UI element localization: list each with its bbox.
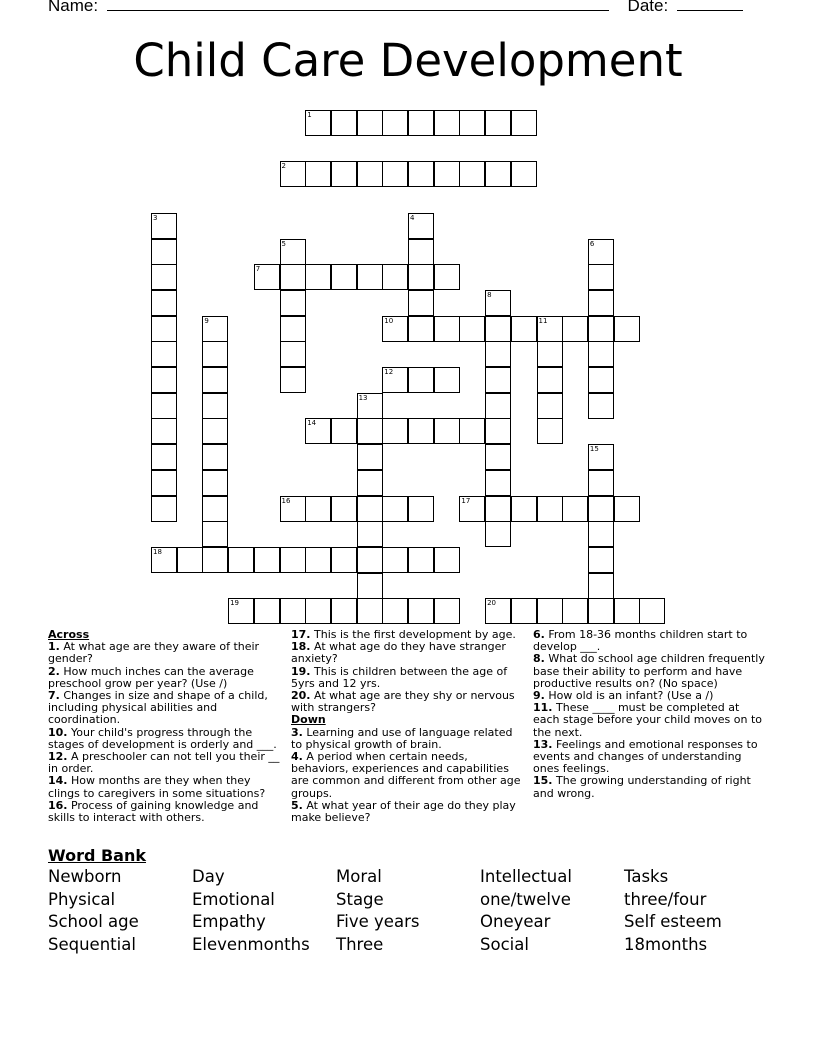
- grid-cell[interactable]: [408, 213, 434, 239]
- grid-cell[interactable]: [588, 316, 614, 342]
- grid-cell[interactable]: [434, 161, 460, 187]
- clue-number: 20: [487, 599, 497, 608]
- grid-cell[interactable]: [485, 393, 511, 419]
- grid-cell[interactable]: [434, 264, 460, 290]
- grid-cell[interactable]: [331, 110, 357, 136]
- grid-cell[interactable]: [382, 161, 408, 187]
- clue-item: [533, 739, 769, 776]
- clue-item-number: 12.: [48, 750, 68, 764]
- grid-cell[interactable]: [151, 547, 177, 573]
- clue-item-number: 10.: [48, 725, 68, 739]
- down-clue-list: [291, 727, 523, 825]
- clue-item: [48, 751, 280, 775]
- grid-cell[interactable]: [511, 316, 537, 342]
- grid-cell[interactable]: [485, 470, 511, 496]
- grid-cell[interactable]: [408, 418, 434, 444]
- grid-cell[interactable]: [588, 367, 614, 393]
- down-clue-list-continued: [533, 629, 769, 800]
- clue-item-number: 5.: [291, 798, 303, 812]
- grid-cell[interactable]: [562, 316, 588, 342]
- grid-cell[interactable]: [485, 444, 511, 470]
- grid-cell[interactable]: [588, 239, 614, 265]
- grid-cell[interactable]: [357, 110, 383, 136]
- grid-cell[interactable]: [151, 470, 177, 496]
- grid-cell[interactable]: [614, 316, 640, 342]
- grid-cell[interactable]: [434, 598, 460, 624]
- grid-cell[interactable]: [382, 264, 408, 290]
- clue-item-number: 14.: [48, 774, 68, 788]
- grid-cell[interactable]: [408, 239, 434, 265]
- clue-item: [48, 800, 280, 824]
- clue-item-number: 6.: [533, 628, 545, 641]
- clues-column-3: [533, 629, 769, 800]
- clues-column-2: [291, 629, 523, 824]
- grid-cell[interactable]: [485, 341, 511, 367]
- grid-cell[interactable]: [485, 110, 511, 136]
- grid-cell[interactable]: [202, 393, 228, 419]
- grid-cell[interactable]: [280, 239, 306, 265]
- grid-cell[interactable]: [202, 470, 228, 496]
- grid-cell[interactable]: [280, 367, 306, 393]
- grid-cell[interactable]: [408, 547, 434, 573]
- clue-item-text: Learning and use of language related to physical growth of brain.: [291, 725, 513, 751]
- grid-cell[interactable]: [357, 393, 383, 419]
- clue-item-text: At what age are they shy or nervous with strangers?: [291, 689, 515, 715]
- grid-cell[interactable]: [151, 290, 177, 316]
- grid-cell[interactable]: [151, 213, 177, 239]
- grid-cell[interactable]: [588, 496, 614, 522]
- word-bank-entry: Tasks: [624, 867, 669, 886]
- grid-cell[interactable]: [202, 367, 228, 393]
- grid-cell[interactable]: [382, 598, 408, 624]
- grid-cell[interactable]: [511, 110, 537, 136]
- grid-cell[interactable]: [151, 496, 177, 522]
- grid-cell[interactable]: [459, 110, 485, 136]
- grid-cell[interactable]: [305, 264, 331, 290]
- grid-cell[interactable]: [588, 444, 614, 470]
- clue-item-text: What do school age children frequently base their ability to perform and have productive results on? (No space): [533, 652, 765, 690]
- clue-item: [291, 800, 523, 824]
- grid-cell[interactable]: [537, 598, 563, 624]
- grid-cell[interactable]: [151, 367, 177, 393]
- grid-cell[interactable]: [305, 496, 331, 522]
- grid-cell[interactable]: [331, 161, 357, 187]
- clue-item-text: At what age do they have stranger anxiety?: [291, 640, 506, 666]
- clue-item: [48, 666, 280, 690]
- grid-cell[interactable]: [151, 444, 177, 470]
- grid-cell[interactable]: [151, 264, 177, 290]
- clue-item: [533, 702, 769, 739]
- grid-cell[interactable]: [588, 547, 614, 573]
- clue-number: 10: [384, 316, 394, 325]
- clue-item-text: How old is an infant? (Use a /): [544, 689, 714, 703]
- grid-cell[interactable]: [434, 418, 460, 444]
- clue-item: [291, 641, 523, 665]
- clue-item-text: How much inches can the average preschool grow per year? (Use /): [48, 664, 254, 690]
- grid-cell[interactable]: [357, 470, 383, 496]
- grid-cell[interactable]: [459, 418, 485, 444]
- word-bank-entry: three/four: [624, 889, 707, 909]
- clue-number: 4: [410, 213, 415, 222]
- word-bank-entry: Day: [192, 867, 225, 886]
- grid-cell[interactable]: [331, 418, 357, 444]
- word-bank-entry: Empathy: [192, 912, 266, 932]
- grid-cell[interactable]: [485, 290, 511, 316]
- clue-item-text: A preschooler can not tell you their __ in order.: [48, 750, 280, 776]
- grid-cell[interactable]: [305, 418, 331, 444]
- word-bank-entry: 18months: [624, 935, 708, 955]
- word-bank-title: Word Bank: [48, 846, 147, 865]
- clue-item-number: 15.: [533, 774, 553, 788]
- clue-item-text: Process of gaining knowledge and skills to interact with others.: [48, 798, 259, 825]
- grid-cell[interactable]: [588, 341, 614, 367]
- word-bank-entry: Intellectual: [480, 867, 572, 886]
- clue-item-number: 3.: [291, 725, 303, 739]
- grid-cell[interactable]: [280, 264, 306, 290]
- grid-cell[interactable]: [357, 444, 383, 470]
- clue-number: 12: [384, 368, 394, 376]
- grid-cell[interactable]: [408, 110, 434, 136]
- grid-cell[interactable]: [357, 547, 383, 573]
- clue-item: [291, 727, 523, 751]
- grid-cell[interactable]: [408, 367, 434, 393]
- grid-cell[interactable]: [151, 239, 177, 265]
- grid-cell[interactable]: [382, 547, 408, 573]
- clue-item-text: Your child's progress through the stages of development is orderly and ___.: [48, 725, 277, 751]
- date-label: Date:: [627, 0, 669, 15]
- grid-cell[interactable]: [434, 316, 460, 342]
- grid-cell[interactable]: [382, 496, 408, 522]
- clue-item-text: These ____ must be completed at each stage before your child moves on to the next.: [533, 701, 762, 739]
- clue-item-number: 11.: [533, 701, 553, 715]
- clue-number: 13: [358, 393, 368, 402]
- grid-cell[interactable]: [202, 316, 228, 342]
- grid-cell[interactable]: [280, 598, 306, 624]
- grid-cell[interactable]: [408, 264, 434, 290]
- word-bank-column: [48, 866, 139, 957]
- clue-item: [48, 641, 280, 665]
- word-bank-entry: School age: [48, 912, 139, 932]
- grid-cell[interactable]: [408, 290, 434, 316]
- clue-item-number: 7.: [48, 689, 60, 703]
- grid-cell[interactable]: [202, 547, 228, 573]
- grid-cell[interactable]: [305, 161, 331, 187]
- grid-cell[interactable]: [228, 547, 254, 573]
- grid-cell[interactable]: [485, 521, 511, 547]
- grid-cell[interactable]: [614, 598, 640, 624]
- grid-cell[interactable]: [459, 496, 485, 522]
- grid-cell[interactable]: [562, 496, 588, 522]
- word-bank-entry: Moral: [336, 867, 382, 886]
- clue-number: 15: [589, 445, 599, 454]
- grid-cell[interactable]: [331, 598, 357, 624]
- clue-number: 1: [307, 111, 312, 119]
- word-bank-entry: one/twelve: [480, 889, 571, 909]
- grid-cell[interactable]: [305, 598, 331, 624]
- word-bank-entry: Sequential: [48, 935, 136, 955]
- clue-item-number: 4.: [291, 750, 303, 764]
- word-bank-entry: Elevenmonths: [192, 935, 310, 955]
- grid-cell[interactable]: [357, 573, 383, 599]
- grid-cell[interactable]: [357, 264, 383, 290]
- grid-cell[interactable]: [280, 161, 306, 187]
- grid-cell[interactable]: [254, 547, 280, 573]
- grid-cell[interactable]: [357, 598, 383, 624]
- grid-cell[interactable]: [588, 290, 614, 316]
- grid-cell[interactable]: [537, 393, 563, 419]
- clue-item-text: How months are they when they clings to caregivers in some situations?: [48, 774, 266, 800]
- grid-cell[interactable]: [459, 316, 485, 342]
- word-bank-entry: Oneyear: [480, 912, 551, 932]
- clue-item-text: This is children between the age of 5yrs and 12 yrs.: [291, 664, 508, 690]
- clue-item: [48, 727, 280, 751]
- clue-number: 5: [281, 239, 286, 248]
- grid-cell[interactable]: [537, 316, 563, 342]
- grid-cell[interactable]: [357, 496, 383, 522]
- clue-item-text: At what year of their age do they play make believe?: [291, 798, 516, 825]
- word-bank-entry: Stage: [336, 889, 384, 909]
- grid-cell[interactable]: [511, 598, 537, 624]
- word-bank-entry: Physical: [48, 889, 116, 909]
- grid-cell[interactable]: [408, 598, 434, 624]
- grid-cell[interactable]: [280, 496, 306, 522]
- word-bank-column: [192, 866, 310, 957]
- grid-cell[interactable]: [151, 316, 177, 342]
- clue-number: 9: [204, 316, 209, 325]
- grid-cell[interactable]: [357, 161, 383, 187]
- across-clue-list: [48, 641, 280, 824]
- clue-item-number: 16.: [48, 798, 68, 812]
- clue-item-number: 19.: [291, 664, 311, 678]
- grid-cell[interactable]: [485, 418, 511, 444]
- clue-item: [48, 690, 280, 727]
- page-title: Child Care Development: [133, 34, 683, 87]
- name-label: Name:: [48, 0, 99, 15]
- grid-cell[interactable]: [151, 418, 177, 444]
- clue-item-number: 13.: [533, 737, 553, 751]
- grid-cell[interactable]: [588, 470, 614, 496]
- grid-cell[interactable]: [485, 598, 511, 624]
- clue-number: 2: [281, 162, 286, 171]
- clue-number: 19: [230, 599, 240, 608]
- grid-cell[interactable]: [305, 110, 331, 136]
- clue-number: 17: [461, 496, 471, 505]
- grid-cell[interactable]: [434, 547, 460, 573]
- clue-item-number: 8.: [533, 652, 545, 666]
- clue-item-number: 2.: [48, 664, 60, 678]
- clue-item-number: 17.: [291, 628, 311, 641]
- grid-cell[interactable]: [537, 341, 563, 367]
- word-bank-entry: Emotional: [192, 889, 275, 909]
- grid-cell[interactable]: [280, 316, 306, 342]
- clue-number: 18: [153, 547, 162, 556]
- clue-item: [533, 653, 769, 690]
- grid-cell[interactable]: [588, 573, 614, 599]
- clue-item-text: This is the first development by age.: [310, 628, 516, 641]
- grid-cell[interactable]: [459, 161, 485, 187]
- clue-item-text: A period when certain needs, behaviors, experiences and capabilities are common and different from other age groups.: [291, 750, 521, 800]
- grid-cell[interactable]: [408, 161, 434, 187]
- clue-item-text: The growing understanding of right and wrong.: [533, 774, 751, 800]
- grid-cell[interactable]: [537, 367, 563, 393]
- clue-number: 7: [255, 265, 261, 274]
- grid-cell[interactable]: [511, 161, 537, 187]
- grid-cell[interactable]: [305, 547, 331, 573]
- clue-number: 14: [307, 419, 317, 428]
- grid-cell[interactable]: [588, 393, 614, 419]
- grid-cell[interactable]: [280, 341, 306, 367]
- grid-cell[interactable]: [254, 598, 280, 624]
- clues-column-1: [48, 629, 280, 824]
- word-bank-column: [336, 866, 419, 957]
- across-clue-list-continued: [291, 629, 523, 714]
- clue-item: [533, 775, 769, 799]
- grid-cell[interactable]: [331, 496, 357, 522]
- grid-cell[interactable]: [151, 341, 177, 367]
- word-bank-entry: Social: [480, 935, 529, 955]
- clue-item-text: Feelings and emotional responses to events and changes of understanding ones feelings.: [533, 737, 758, 776]
- grid-cell[interactable]: [485, 496, 511, 522]
- clue-item-number: 9.: [533, 689, 545, 703]
- grid-cell[interactable]: [537, 496, 563, 522]
- grid-cell[interactable]: [202, 496, 228, 522]
- grid-cell[interactable]: [485, 367, 511, 393]
- grid-cell[interactable]: [357, 521, 383, 547]
- word-bank-entry: Three: [336, 935, 384, 955]
- word-bank-entry: Five years: [336, 912, 420, 932]
- clue-number: 6: [589, 239, 595, 248]
- grid-cell[interactable]: [202, 521, 228, 547]
- grid-cell[interactable]: [202, 444, 228, 470]
- clue-number: 3: [153, 213, 158, 222]
- grid-cell[interactable]: [331, 547, 357, 573]
- grid-cell[interactable]: [408, 496, 434, 522]
- grid-cell[interactable]: [382, 316, 408, 342]
- grid-cell[interactable]: [202, 418, 228, 444]
- grid-cell[interactable]: [408, 316, 434, 342]
- clue-item: [48, 775, 280, 799]
- grid-cell[interactable]: [588, 598, 614, 624]
- grid-cell[interactable]: [434, 367, 460, 393]
- across-heading: Across: [48, 628, 90, 641]
- clue-number: 11: [538, 316, 548, 325]
- grid-cell[interactable]: [537, 418, 563, 444]
- grid-cell[interactable]: [280, 547, 306, 573]
- clue-item-number: 18.: [291, 640, 311, 654]
- grid-cell[interactable]: [177, 547, 203, 573]
- down-heading: Down: [291, 713, 326, 727]
- clue-item: [291, 751, 523, 800]
- grid-cell[interactable]: [228, 598, 254, 624]
- word-bank-column: [480, 866, 572, 957]
- grid-cell[interactable]: [511, 496, 537, 522]
- clue-item-text: Changes in size and shape of a child, including physical abilities and coordination.: [48, 689, 268, 727]
- grid-cell[interactable]: [280, 290, 306, 316]
- grid-cell[interactable]: [382, 367, 408, 393]
- word-bank-column: [624, 866, 722, 957]
- clue-item-text: At what age are they aware of their gender?: [48, 640, 260, 666]
- clue-item-text: From 18-36 months children start to develop ___.: [533, 628, 748, 654]
- clue-item: [291, 666, 523, 690]
- grid-cell[interactable]: [485, 161, 511, 187]
- grid-cell[interactable]: [588, 521, 614, 547]
- clue-number: 8: [487, 290, 492, 299]
- clue-item: [533, 629, 769, 653]
- grid-cell[interactable]: [434, 110, 460, 136]
- grid-cell[interactable]: [151, 393, 177, 419]
- grid-cell[interactable]: [588, 264, 614, 290]
- clue-item: [291, 690, 523, 714]
- word-bank-entry: Newborn: [48, 867, 122, 886]
- grid-cell[interactable]: [357, 418, 383, 444]
- grid-cell[interactable]: [382, 110, 408, 136]
- word-bank-entry: Self esteem: [624, 912, 722, 932]
- grid-cell[interactable]: [202, 341, 228, 367]
- grid-cell[interactable]: [382, 418, 408, 444]
- grid-cell[interactable]: [254, 264, 280, 290]
- grid-cell[interactable]: [639, 598, 665, 624]
- clue-item-number: 20.: [291, 689, 311, 703]
- clue-item-number: 1.: [48, 640, 60, 654]
- grid-cell[interactable]: [331, 264, 357, 290]
- grid-cell[interactable]: [562, 598, 588, 624]
- grid-cell[interactable]: [485, 316, 511, 342]
- grid-cell[interactable]: [614, 496, 640, 522]
- clue-number: 16: [281, 496, 291, 505]
